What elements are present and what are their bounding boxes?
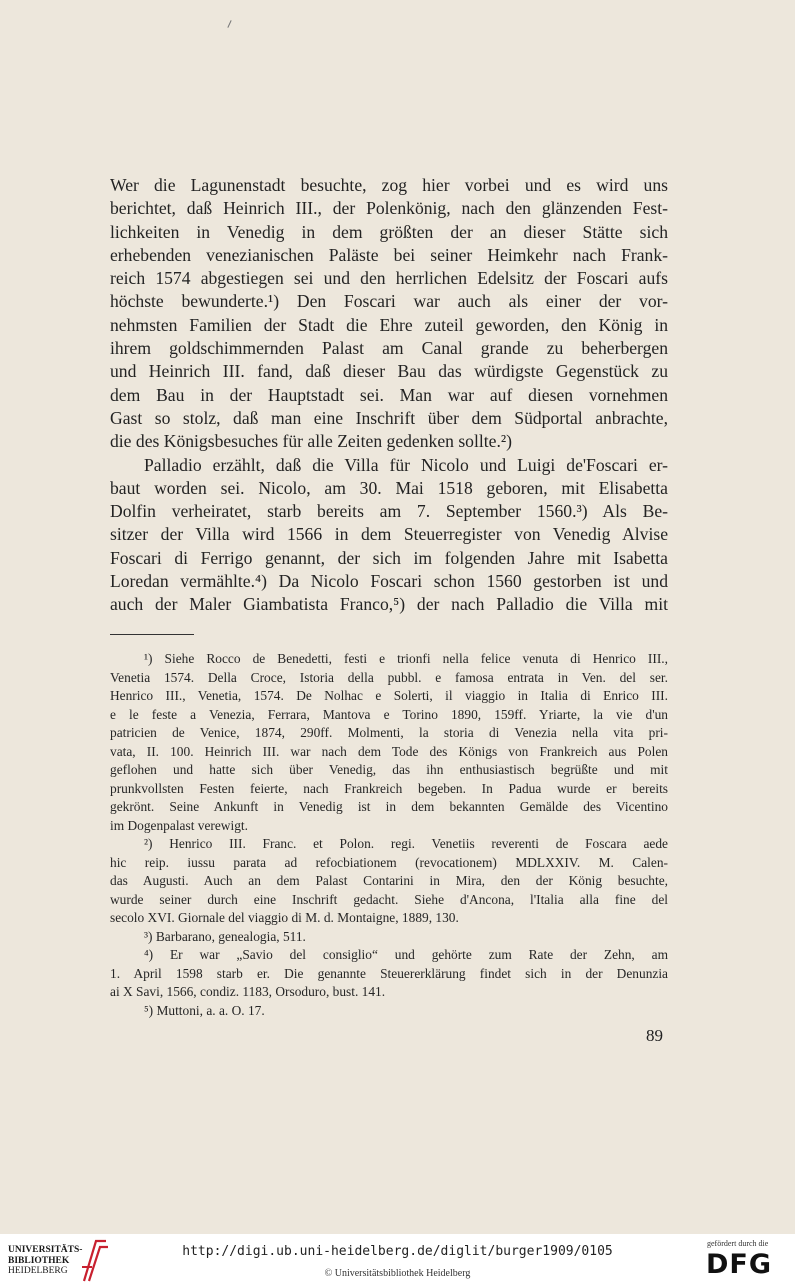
footnote-divider <box>110 634 194 635</box>
text-line: Palladio erzählt, daß die Villa für Nicolo und Luigi de'Foscari er- <box>144 454 668 475</box>
text-line: nehmsten Familien der Stadt die Ehre zuteil geworden, den König in <box>110 314 668 335</box>
text-line: erhebenden venezianischen Paläste bei seiner Heimkehr nach Frank- <box>110 244 668 265</box>
text-line: lichkeiten in Venedig in dem größten der an dieser Stätte sich <box>110 221 668 242</box>
footnote-line: 1. April 1598 starb er. Die genannte Steuererklärung findet sich in der Denunzia <box>110 965 668 981</box>
text-line: die des Königsbesuches für alle Zeiten gedenken sollte.²) <box>110 431 512 452</box>
footnote-line: im Dogenpalast verewigt. <box>110 817 248 833</box>
footnote-line: Henrico III., Venetia, 1574. De Nolhac e Solerti, il viaggio in Italia di Enrico III. <box>110 688 668 703</box>
footnote-line: ⁵) Muttoni, a. a. O. 17. <box>144 1002 265 1018</box>
text-line: Loredan vermählte.⁴) Da Nicolo Foscari schon 1560 gestorben ist und <box>110 571 668 592</box>
copyright-notice: © Universitätsbibliothek Heidelberg <box>324 1268 471 1279</box>
text-line: sitzer der Villa wird 1566 in dem Steuerregister von Venedig Alvise <box>110 524 668 545</box>
text-line: Wer die Lagunenstadt besuchte, zog hier vorbei und es wird uns <box>110 175 668 195</box>
library-name-line: HEIDELBERG <box>8 1266 68 1276</box>
text-line: höchste bewunderte.¹) Den Foscari war auch als einer der vor- <box>110 291 668 312</box>
text-line: dem Bau in der Hauptstadt sei. Man war auf diesen vornehmen <box>110 384 668 405</box>
footnote-line: ⁴) Er war „Savio del consiglio“ und gehörte zum Rate der Zehn, am <box>144 947 668 962</box>
page-number: 89 <box>646 1026 663 1045</box>
text-line: ihrem goldschimmernden Palast am Canal grande zu beherbergen <box>110 338 668 359</box>
footnote-line: das Augusti. Auch an dem Palast Contarini in Mira, den der König besuchte, <box>110 873 668 888</box>
footnote-line: ¹) Siehe Rocco de Benedetti, festi e trionfi nella felice venuta di Henrico III., <box>144 651 668 666</box>
footnote-line: secolo XVI. Giornale del viaggio di M. d. Montaigne, 1889, 130. <box>110 910 459 925</box>
footnote-line: ³) Barbarano, genealogia, 511. <box>144 928 306 944</box>
viewer-footer <box>0 1234 795 1288</box>
footnote-line: e le feste a Venezia, Ferrara, Mantova e Torino 1890, 159ff. Yriarte, la vie d'un <box>110 706 668 722</box>
footnote-line: hic reip. iussu parata ad refocbiationem (revocationem) MDLXXIV. M. Calen- <box>110 854 668 870</box>
footnote-line: patricien de Venice, 1874, 290ff. Molmenti, la storia di Venezia nella vita pri- <box>110 725 668 740</box>
funding-note: gefördert durch die <box>707 1239 769 1248</box>
permalink-url[interactable]: http://digi.ub.uni-heidelberg.de/diglit/burger1909/0105 <box>182 1244 613 1259</box>
text-line: und Heinrich III. fand, daß dieser Bau das würdigste Gegenstück zu <box>110 361 668 382</box>
text-line: Foscari di Ferrigo genannt, der sich im folgenden Jahre mit Isabetta <box>110 547 668 568</box>
footnote-line: prunkvollsten Festen feierte, nach Frankreich begeben. In Padua wurde er bereits <box>110 780 668 796</box>
page-mark <box>227 20 231 28</box>
text-line: Dolfin verheiratet, starb bereits am 7. September 1560.³) Als Be- <box>110 501 668 522</box>
text-line: auch der Maler Giambatista Franco,⁵) der nach Palladio die Villa mit <box>110 594 668 615</box>
footnote-line: ²) Henrico III. Franc. et Polon. regi. Venetiis reverenti de Foscara aede <box>144 836 668 851</box>
footnote-line: gekrönt. Seine Ankunft in Venedig ist in dem bekannten Gemälde des Vicentino <box>110 799 668 814</box>
footnote-line: vata, II. 100. Heinrich III. war nach dem Tode des Königs von Frankreich aus Polen <box>110 743 668 759</box>
footnote-line: Venetia 1574. Della Croce, Istoria della pubbl. e famosa entrata in Ven. del ser. <box>110 669 668 685</box>
footnote-line: wurde seiner durch eine Inschrift gedacht. Siehe d'Ancona, l'Italia alla fine del <box>110 891 668 907</box>
text-line: berichtet, daß Heinrich III., der Polenkönig, nach den glänzenden Fest- <box>110 198 668 219</box>
text-line: reich 1574 abgestiegen sei und den herrlichen Edelsitz der Foscari aufs <box>110 268 668 289</box>
main-text <box>110 174 668 617</box>
dfg-logo[interactable]: DFG <box>706 1249 773 1280</box>
library-name-line: BIBLIOTHEK <box>8 1255 70 1266</box>
footnote-line: ai X Savi, 1566, condiz. 1183, Orsoduro, bust. 141. <box>110 984 386 999</box>
library-name-line: UNIVERSITÄTS- <box>8 1245 83 1255</box>
footnote-line: geflohen und hatte sich über Venedig, das ihn enthusiastisch begrüßte und mit <box>110 762 668 777</box>
footnotes <box>110 650 668 1020</box>
text-line: Gast so stolz, daß man eine Inschrift über dem Südportal anbrachte, <box>110 407 668 428</box>
text-line: baut worden sei. Nicolo, am 30. Mai 1518 geboren, mit Elisabetta <box>110 477 668 498</box>
